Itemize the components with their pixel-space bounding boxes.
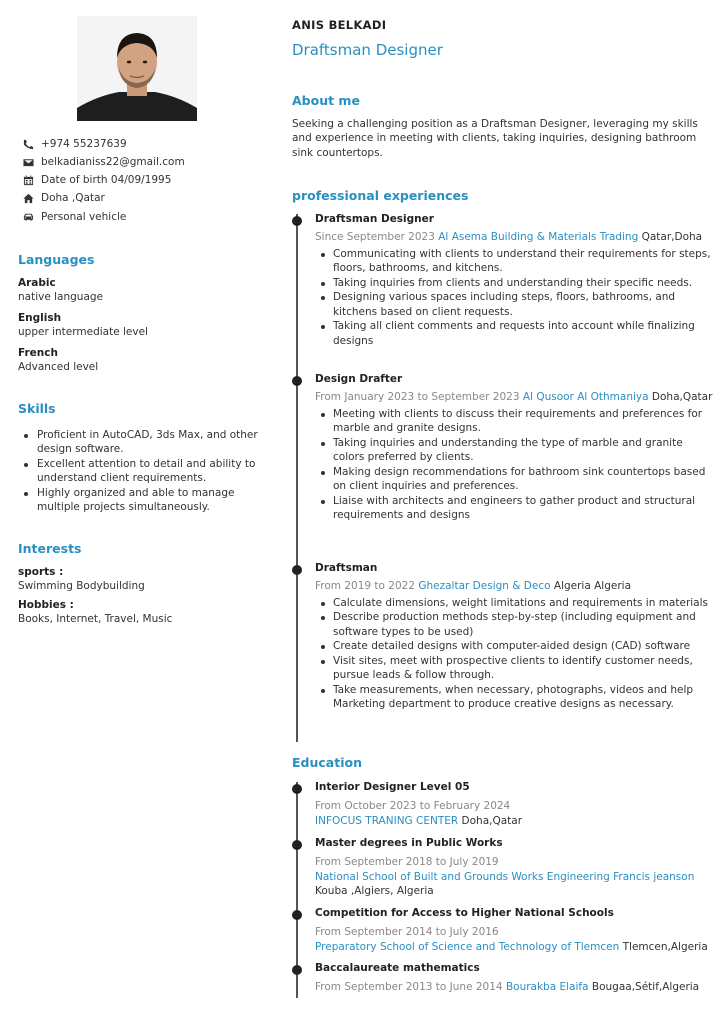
education-location: Tlemcen,Algeria — [622, 940, 708, 953]
timeline-dot — [292, 910, 302, 920]
experience-bullet: Take measurements, when necessary, photographs, videos and help Marketing department to produce creative designs as necessary. — [315, 683, 716, 712]
experience-role: Draftsman Designer — [315, 213, 434, 225]
contact-list — [22, 135, 185, 226]
contact-birthdate-text: Date of birth 04/09/1995 — [41, 174, 172, 187]
sports-text: Swimming Bodybuilding — [18, 580, 145, 593]
contact-vehicle-text: Personal vehicle — [41, 210, 127, 223]
experience-dates: Since September 2023 — [315, 231, 435, 244]
experience-bullet: Meeting with clients to discuss their requirements and preferences for marble and granite designs. — [315, 407, 716, 436]
languages-list — [18, 276, 148, 381]
avatar — [77, 16, 197, 121]
experience-location: Algeria Algeria — [553, 580, 632, 593]
education-title: Competition for Access to Higher National Schools — [315, 907, 614, 919]
education-institution-line — [315, 940, 716, 954]
language-name: Arabic — [18, 277, 56, 289]
experience-bullet: Taking all client comments and requests into account while finalizing designs — [315, 319, 716, 348]
education-title: Baccalaureate mathematics — [315, 962, 480, 974]
education-entry — [292, 780, 716, 828]
about-heading: About me — [292, 93, 360, 108]
education-entry — [292, 961, 716, 995]
language-level: upper intermediate level — [18, 326, 148, 339]
experience-company: Ghezaltar Design & Deco — [418, 580, 551, 593]
education-dates-line — [315, 980, 716, 994]
education-location: Bougaa,Sétif,Algeria — [591, 981, 700, 994]
experience-company: Al Asema Building & Materials Trading — [438, 231, 639, 244]
education-dates: From September 2013 to June 2014 — [315, 981, 503, 994]
experience-bullets — [315, 247, 716, 348]
timeline-dot — [292, 840, 302, 850]
experience-bullet: Communicating with clients to understand their requirements for steps, floors, bathrooms, and kitchens. — [315, 247, 716, 276]
experience-bullet: Create detailed designs with computer-aided design (CAD) software — [315, 639, 716, 653]
experience-bullet: Describe production methods step-by-step (including equipment and software types to be used) — [315, 610, 716, 639]
timeline-dot — [292, 216, 302, 226]
education-title: Master degrees in Public Works — [315, 837, 503, 849]
sports-label: sports : — [18, 566, 64, 578]
skills-list — [24, 428, 260, 515]
timeline-dot — [292, 965, 302, 975]
experience-location: Qatar,Doha — [641, 231, 703, 244]
experience-entry — [292, 372, 716, 523]
language-level: native language — [18, 291, 104, 304]
language-name: French — [18, 346, 58, 359]
education-heading: Education — [292, 755, 362, 770]
experience-bullet: Designing various spaces including steps, floors, bathrooms, and kitchens based on client requests. — [315, 290, 716, 319]
languages-heading: Languages — [18, 252, 95, 267]
experience-meta — [315, 579, 716, 593]
candidate-name: ANIS BELKADI — [292, 18, 387, 32]
language-level: Advanced level — [18, 361, 99, 374]
contact-address-text: Doha ,Qatar — [41, 192, 105, 205]
about-text: Seeking a challenging position as a Draftsman Designer, leveraging my skills and experience in meeting with clients, taking inquiries, designing bathroom sink countertops. — [292, 118, 698, 159]
contact-address — [22, 190, 185, 208]
contact-phone-text: +974 55237639 — [41, 137, 127, 150]
skill-item: Proficient in AutoCAD, 3ds Max, and other design software. — [24, 428, 260, 457]
contact-birthdate — [22, 171, 185, 189]
phone-icon — [22, 138, 34, 150]
education-institution: National School of Built and Grounds Works Engineering Francis jeanson — [315, 870, 695, 883]
timeline-dot — [292, 565, 302, 575]
experience-bullet: Making design recommendations for bathroom sink countertops based on client inquiries and preferences. — [315, 465, 716, 494]
education-entry — [292, 836, 716, 899]
education-dates: From October 2023 to February 2024 — [315, 800, 511, 813]
experience-meta — [315, 390, 716, 404]
experience-heading: professional experiences — [292, 188, 469, 203]
right-column — [292, 0, 716, 1024]
contact-email-text: belkadianiss22@gmail.com — [41, 156, 185, 169]
interests-list — [18, 565, 172, 631]
education-institution: INFOCUS TRANING CENTER — [315, 814, 459, 827]
calendar-icon — [22, 174, 34, 186]
experience-dates: From January 2023 to September 2023 — [315, 391, 520, 404]
experience-bullet: Liaise with architects and engineers to gather product and structural requirements and designs — [315, 494, 716, 523]
hobbies-label: Hobbies : — [18, 598, 74, 611]
experience-role: Draftsman — [315, 562, 378, 574]
experience-bullets — [315, 596, 716, 712]
envelope-icon — [22, 156, 34, 168]
skills-heading: Skills — [18, 401, 56, 416]
language-name: English — [18, 311, 62, 324]
education-entry — [292, 906, 716, 954]
experience-location: Doha,Qatar — [651, 391, 713, 404]
car-icon — [22, 211, 34, 223]
education-institution: Preparatory School of Science and Technology of Tlemcen — [315, 940, 620, 953]
education-location: Doha,Qatar — [461, 814, 523, 827]
timeline-dot — [292, 376, 302, 386]
education-institution-line — [315, 814, 716, 828]
job-title: Draftsman Designer — [292, 41, 443, 59]
experience-entry — [292, 561, 716, 712]
experience-company: Al Qusoor Al Othmaniya — [522, 391, 649, 404]
interests-heading: Interests — [18, 541, 82, 556]
experience-bullets — [315, 407, 716, 523]
education-title: Interior Designer Level 05 — [315, 781, 470, 793]
skill-item: Highly organized and able to manage multiple projects simultaneously. — [24, 486, 260, 515]
home-icon — [22, 193, 34, 205]
contact-vehicle — [22, 208, 185, 226]
education-dates: From September 2014 to July 2016 — [315, 926, 499, 939]
profile-photo — [77, 16, 197, 121]
experience-bullet: Taking inquiries from clients and understanding their specific needs. — [315, 276, 716, 290]
education-institution: Bourakba Elaifa — [505, 981, 589, 994]
experience-bullet: Taking inquiries and understanding the type of marble and granite colors preferred by clients. — [315, 436, 716, 465]
experience-meta — [315, 230, 716, 244]
experience-entry — [292, 212, 716, 348]
experience-dates: From 2019 to 2022 — [315, 580, 416, 593]
experience-bullet: Calculate dimensions, weight limitations and requirements in materials — [315, 596, 716, 610]
education-location: Kouba ,Algiers, Algeria — [315, 885, 434, 898]
hobbies-text: Books, Internet, Travel, Music — [18, 613, 173, 626]
contact-email — [22, 153, 185, 171]
experience-bullet: Visit sites, meet with prospective clients to identify customer needs, pursue leads & follow through. — [315, 654, 716, 683]
education-dates: From September 2018 to July 2019 — [315, 856, 499, 869]
left-column — [0, 0, 272, 1024]
timeline-dot — [292, 784, 302, 794]
contact-phone — [22, 135, 185, 153]
experience-role: Design Drafter — [315, 373, 403, 385]
skill-item: Excellent attention to detail and ability to understand client requirements. — [24, 457, 260, 486]
